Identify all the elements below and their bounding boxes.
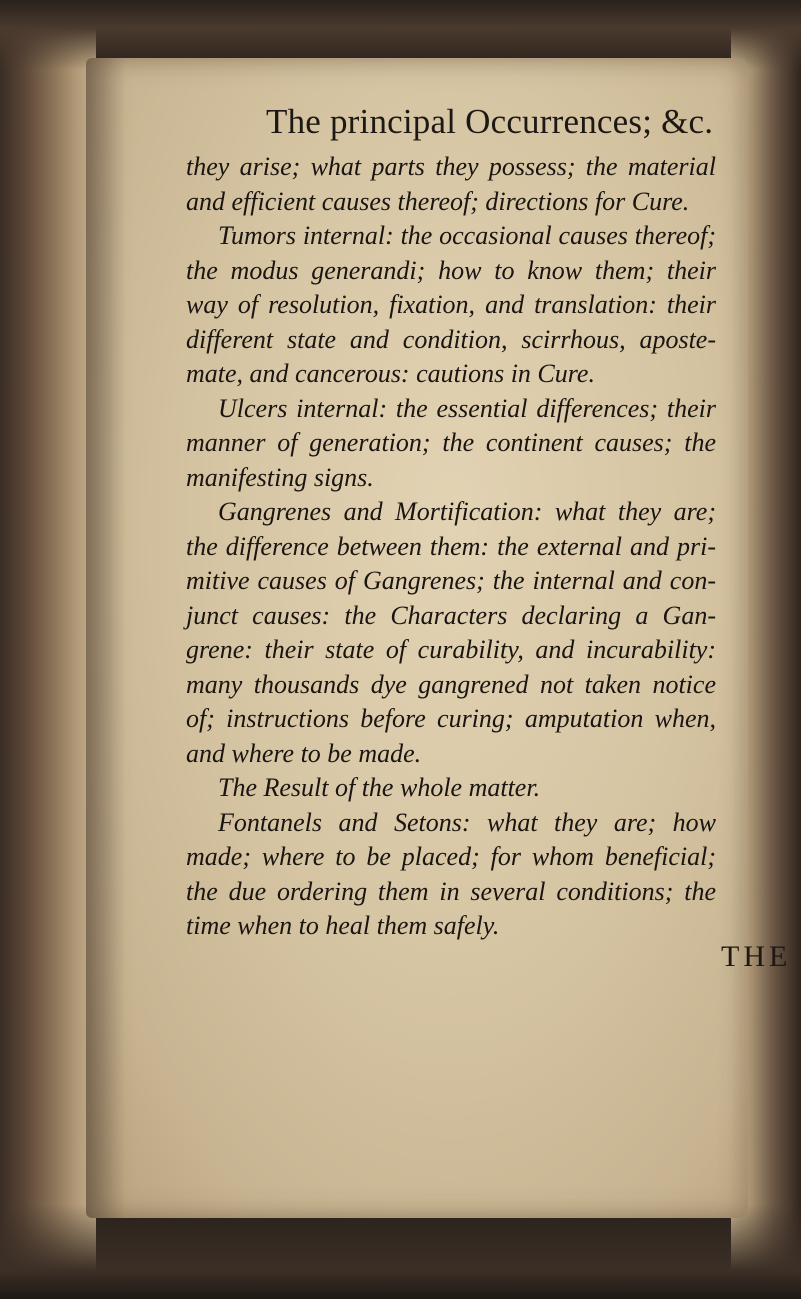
running-head: The principal Occurrences; &c.	[266, 102, 714, 141]
paragraph-tumors: Tumors internal: the occasional causes thereof; the modus generandi; how to know them; their way of resolution, fixation, and translation: their different state and condition, scirrhous, aposte-mate, and cancerous: cautions in Cure.	[186, 221, 716, 388]
paragraph-fontanels: Fontanels and Setons: what they are; how made; where to be placed; for whom beneficial; the due ordering them in several conditions; the time when to heal them safely.	[186, 807, 716, 940]
gutter-shade	[86, 58, 126, 1218]
book-page	[86, 58, 792, 1218]
paragraph-gangrenes: Gangrenes and Mortification: what they are; the difference between them: the external and pri-mitive causes of Gangrenes; the internal and con-junct causes: the Characters declaring a Gan-grene: their state of curability, and incurability: many thousands dye gangrened not taken notice of; instructions before curing; amputation when, and where to be made.	[186, 497, 716, 768]
paragraph-result: The Result of the whole matter.	[218, 773, 541, 802]
catchword: THE	[721, 940, 792, 973]
paragraph-causes: they arise; what parts they possess; the material and efficient causes thereof; directions for Cure.	[186, 152, 716, 216]
paragraph-ulcers: Ulcers internal: the essential differences; their manner of generation; the continent causes; the manifesting signs.	[186, 393, 716, 492]
book-bottom-edge	[0, 1204, 801, 1299]
text-block	[186, 150, 716, 944]
book-left-edge	[0, 0, 96, 1299]
